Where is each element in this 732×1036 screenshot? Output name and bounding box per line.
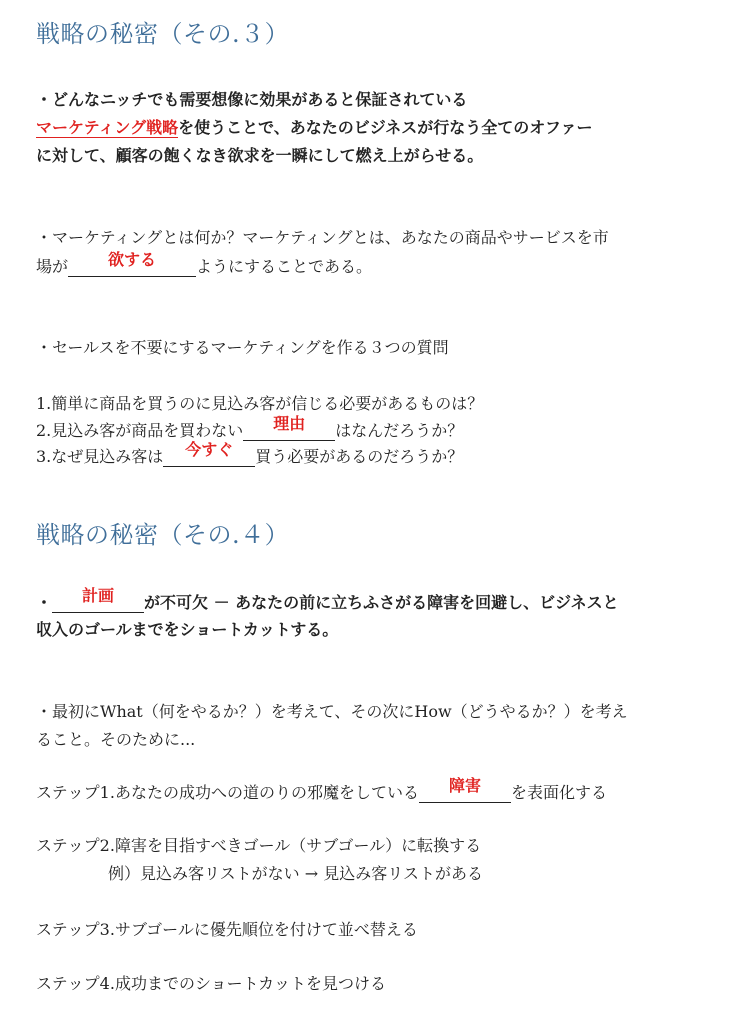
question-2 bbox=[36, 414, 464, 441]
answer-desire: 欲する bbox=[108, 250, 157, 269]
s4-p1-line2: 収入のゴールまでをショートカットする。 bbox=[36, 620, 339, 639]
section4-heading: 戦略の秘密（その.４） bbox=[36, 521, 290, 549]
s3-p2-line1: ・マーケティングとは何か？マーケティングとは、あなたの商品やサービスを市 bbox=[36, 228, 609, 247]
s4-p1-line1 bbox=[36, 586, 619, 613]
blank-desire bbox=[68, 250, 196, 277]
step1-pre: ステップ1.あなたの成功への道のりの邪魔をしている bbox=[36, 783, 419, 802]
keyword-marketing-strategy: マーケティング戦略 bbox=[36, 118, 179, 137]
blank-reason bbox=[243, 414, 335, 441]
blank-obstacle bbox=[419, 776, 511, 803]
s4-p2-line1: ・最初にWhat（何をやるか？）を考えて、その次にHow（どうやるか？）を考え bbox=[36, 702, 628, 721]
q3-pre: 3.なぜ見込み客は bbox=[36, 447, 164, 466]
s4-bullet: ・ bbox=[36, 593, 53, 612]
step-2-example: 例）見込み客リストがない → 見込み客リストがある bbox=[108, 864, 483, 883]
answer-reason: 理由 bbox=[273, 414, 306, 433]
question-1: 1.簡単に商品を買うのに見込み客が信じる必要があるものは？ bbox=[36, 394, 484, 413]
s3-p2-pre: 場が bbox=[36, 257, 69, 276]
s3-p2-post: ようにすることである。 bbox=[196, 257, 373, 276]
answer-now: 今すぐ bbox=[185, 440, 234, 459]
question-3 bbox=[36, 440, 464, 467]
answer-plan: 計画 bbox=[82, 586, 115, 605]
s4-p1-line1-post: が不可欠 － あなたの前に立ちふさがる障害を回避し、ビジネスと bbox=[144, 593, 619, 612]
answer-obstacle: 障害 bbox=[448, 776, 481, 795]
s3-p1-line3: に対して、顧客の飽くなき欲求を一瞬にして燃え上がらせる。 bbox=[36, 146, 484, 165]
step-4: ステップ4.成功までのショートカットを見つける bbox=[36, 974, 386, 993]
blank-now bbox=[163, 440, 255, 467]
step1-post: を表面化する bbox=[510, 783, 607, 802]
s3-p1-line1: ・どんなニッチでも需要想像に効果があると保証されている bbox=[36, 90, 468, 109]
s3-p1-line2 bbox=[36, 118, 593, 138]
section3-heading: 戦略の秘密（その.３） bbox=[36, 20, 290, 48]
blank-plan bbox=[52, 586, 144, 613]
step-3: ステップ3.サブゴールに優先順位を付けて並べ替える bbox=[36, 920, 418, 939]
s4-p2-line2: ること。そのために... bbox=[36, 730, 196, 749]
q2-pre: 2.見込み客が商品を買わない bbox=[36, 421, 244, 440]
s3-p3-line1: ・セールスを不要にするマーケティングを作る３つの質問 bbox=[36, 338, 449, 357]
step-2: ステップ2.障害を目指すべきゴール（サブゴール）に転換する bbox=[36, 836, 482, 855]
s3-p2-line2 bbox=[36, 250, 373, 277]
s3-p1-line2-rest: を使うことで、あなたのビジネスが行なう全てのオファー bbox=[178, 118, 593, 137]
q2-post: はなんだろうか？ bbox=[335, 421, 464, 440]
q3-post: 買う必要があるのだろうか？ bbox=[255, 447, 464, 466]
step-1 bbox=[36, 776, 607, 803]
